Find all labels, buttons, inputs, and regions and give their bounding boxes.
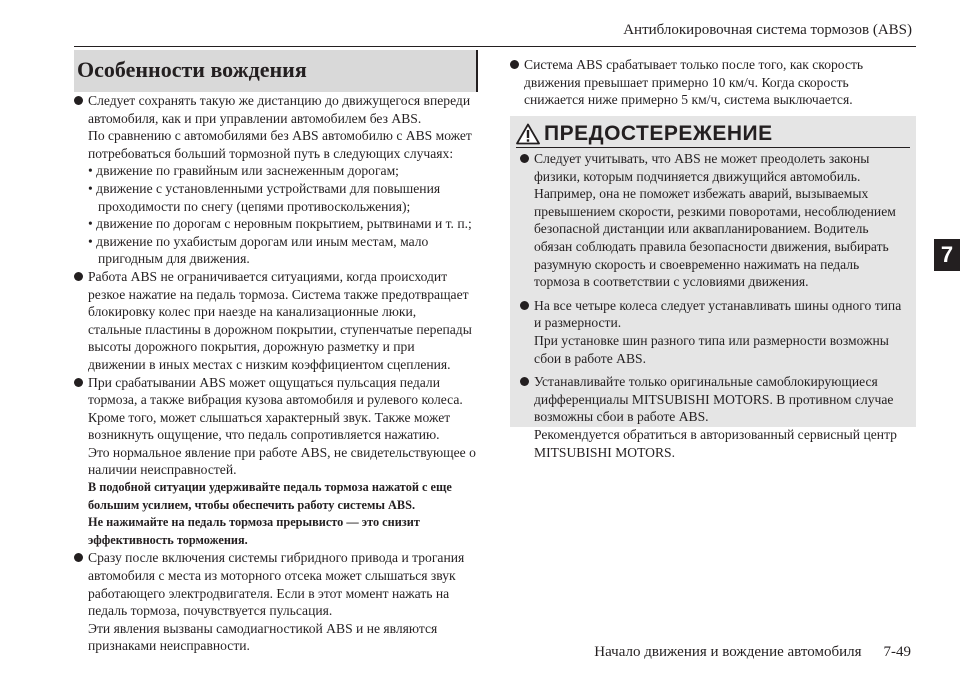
text-line: тормоза, а также вибрация кузова автомобиля и рулевого колеса.: [88, 392, 463, 408]
bullet-activation-speed: [510, 56, 920, 109]
bullet-dot-icon: [74, 272, 83, 281]
bullet-dot-icon: [520, 301, 529, 310]
text-line: возможны сбои в работе ABS.: [534, 409, 709, 425]
text-line: Устанавливайте только оригинальные самоблокирующиеся: [534, 374, 878, 390]
text-line: блокировку колес при наезде на канализационные люки,: [88, 304, 417, 320]
text-line: По сравнению с автомобилями без ABS автомобилю с ABS может: [88, 128, 472, 144]
text-line: движения превышает примерно 10 км/ч. Когда скорость: [524, 74, 849, 90]
bullet-keep-distance: [74, 92, 482, 268]
text-line: признаками неисправности.: [88, 638, 250, 654]
text-line: автомобиля с места из моторного отсека может слышаться звук: [88, 568, 456, 584]
warning-triangle-icon: [516, 123, 540, 145]
right-column: [510, 56, 920, 109]
text-line: На все четыре колеса следует устанавливать шины одного типа: [534, 297, 902, 313]
header-rule: [74, 46, 916, 47]
bullet-abs-operation: [74, 268, 482, 374]
text-line: Кроме того, может слышаться характерный звук. Также может: [88, 409, 451, 425]
text-line: автомобиля, как и при управлении автомобилем без ABS.: [88, 110, 422, 126]
text-line: снижается ниже примерно 5 км/ч, система выключается.: [524, 92, 853, 108]
chapter-tab: 7: [934, 239, 960, 271]
bullet-dot-icon: [520, 377, 529, 386]
text-line: движении в иных местах с низким коэффициентом сцепления.: [88, 356, 451, 372]
text-line: дифференциалы MITSUBISHI MOTORS. В противном случае: [534, 391, 894, 407]
bold-note-line: Не нажимайте на педаль тормоза прерывисто — это снизит: [88, 515, 420, 530]
text-line: При срабатывании ABS может ощущаться пульсация педали: [88, 374, 440, 390]
text-line: Сразу после включения системы гибридного привода и трогания: [88, 550, 465, 566]
text-line: MITSUBISHI MOTORS.: [534, 444, 675, 460]
page-number: 7-49: [883, 644, 911, 660]
section-heading-text: Особенности вождения: [77, 57, 307, 82]
bold-note-line: В подобной ситуации удерживайте педаль тормоза нажатой с еще: [88, 480, 452, 495]
section-heading: [74, 50, 478, 92]
dash-item-continued: пригодным для движения.: [98, 251, 250, 267]
bold-note-line: большим усилием, чтобы обеспечить работу системы ABS.: [88, 497, 416, 512]
warning-bullet-tires: [520, 297, 912, 367]
dash-item: • движение по гравийным или заснеженным дорогам;: [88, 163, 399, 179]
text-line: разумную скорость и своевременно нажимать на педаль: [534, 256, 860, 272]
running-header: Антиблокировочная система тормозов (ABS): [623, 22, 912, 38]
text-line: возникнуть ощущение, что педаль сопротивляется нажатию.: [88, 427, 440, 443]
dash-item-continued: проходимости по снегу (цепями противоскольжения);: [98, 198, 411, 214]
text-line: Следует учитывать, что ABS не может преодолеть законы: [534, 151, 870, 166]
text-line: Работа ABS не ограничивается ситуациями, когда происходит: [88, 268, 448, 284]
text-line: сбои в работе ABS.: [534, 350, 646, 366]
dash-item: • движение по ухабистым дорогам или иным местам, мало: [88, 233, 429, 249]
warning-rule: [516, 147, 910, 148]
text-line: педаль тормоза, почувствуется пульсация.: [88, 603, 333, 619]
footer-section-title: Начало движения и вождение автомобиля: [594, 644, 862, 660]
text-line: резкое нажатие на педаль тормоза. Система также предотвращает: [88, 286, 469, 302]
dash-item: • движение по дорогам с неровным покрытием, рытвинами и т. п.;: [88, 216, 472, 232]
bold-note-line: эффективность торможения.: [88, 532, 248, 547]
text-line: безопасной дистанции или аквапланированием. Водитель: [534, 221, 869, 237]
text-line: Рекомендуется обратиться в авторизованный сервисный центр: [534, 426, 897, 442]
bullet-dot-icon: [74, 378, 83, 387]
footer: [594, 644, 911, 661]
left-column: [74, 92, 482, 655]
text-line: Эти явления вызваны самодиагностикой ABS и не являются: [88, 620, 438, 636]
warning-title-text: ПРЕДОСТЕРЕЖЕНИЕ: [544, 122, 773, 145]
bullet-self-diagnosis: [74, 549, 482, 655]
bullet-pedal-pulsation: [74, 374, 482, 550]
text-line: Например, она не поможет избежать аварий, вызываемых: [534, 186, 869, 202]
warning-box: [510, 116, 916, 460]
text-line: высоты дорожного покрытия, дорожную разметку и при: [88, 339, 415, 355]
dash-item: • движение с установленными устройствами для повышения: [88, 180, 441, 196]
warning-bullet-physics: [520, 150, 912, 291]
text-line: При установке шин разного типа или размерности возможны: [534, 332, 889, 348]
bullet-dot-icon: [510, 60, 519, 69]
warning-body: [520, 150, 912, 461]
text-line: наличии неисправностей.: [88, 462, 237, 478]
warning-bullet-differentials: [520, 373, 912, 461]
text-line: превышением скорости, резкими поворотами, несоблюдением: [534, 203, 896, 219]
text-line: и размерности.: [534, 315, 622, 331]
text-line: тормоза в соответствии с условиями движения.: [534, 274, 809, 290]
text-line: Система ABS срабатывает только после того, как скорость: [524, 57, 864, 72]
text-line: обязан соблюдать правила безопасности движения, выбирать: [534, 238, 889, 254]
bullet-dot-icon: [520, 154, 529, 163]
bullet-dot-icon: [74, 96, 83, 105]
text-line: физики, которым подчиняется движущийся автомобиль.: [534, 168, 861, 184]
text-line: Следует сохранять такую же дистанцию до движущегося впереди: [88, 93, 471, 108]
text-line: Это нормальное явление при работе ABS, не свидетельствующее о: [88, 444, 476, 460]
text-line: работающего электродвигателя. Если в этот момент нажать на: [88, 585, 450, 601]
text-line: стальные пластины в дорожном покрытии, ступенчатые перепады: [88, 321, 472, 337]
text-line: потребоваться больший тормозной путь в следующих случаях:: [88, 145, 454, 161]
bullet-dot-icon: [74, 553, 83, 562]
warning-title: [516, 122, 773, 146]
